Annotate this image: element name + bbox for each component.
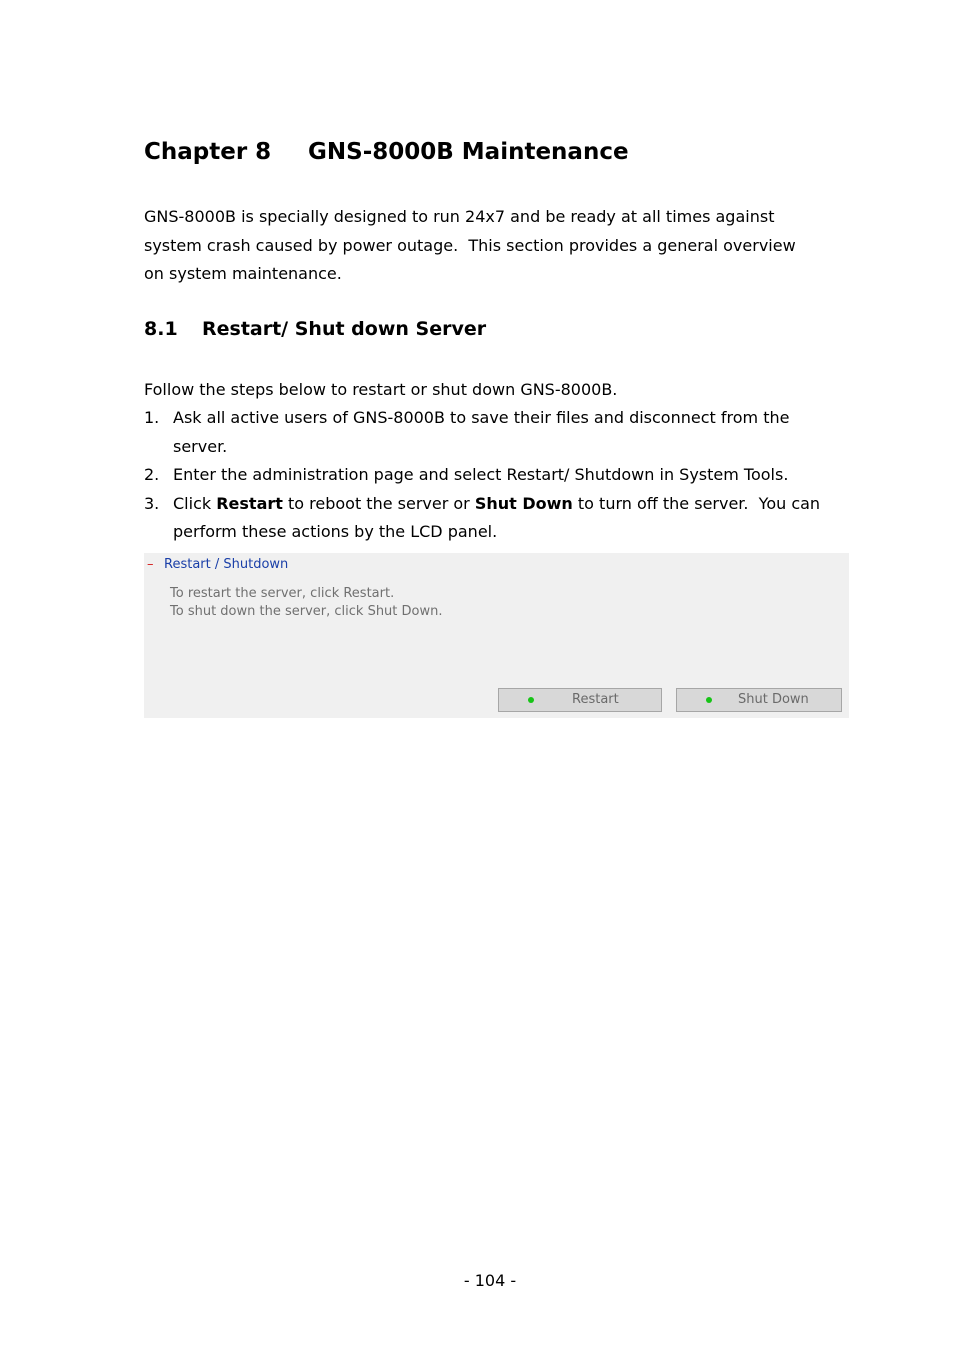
list-item <box>144 490 833 547</box>
step-marker: 2. <box>144 465 160 485</box>
step-bold-shutdown: Shut Down <box>474 493 573 513</box>
section-number: 8.1 <box>144 318 178 340</box>
restart-button-label: Restart <box>572 692 619 707</box>
status-dot-icon <box>706 697 712 703</box>
chapter-title <box>144 139 629 165</box>
collapse-icon[interactable]: – <box>147 557 154 572</box>
step-text: to turn off the server. You can perform these actions by the LCD panel. <box>173 493 821 542</box>
steps-list <box>144 404 833 547</box>
steps-intro: Follow the steps below to restart or shut down GNS-8000B. <box>144 380 618 399</box>
page-number: - 104 - <box>463 1271 517 1290</box>
intro-paragraph <box>144 203 796 289</box>
section-title <box>144 318 486 340</box>
step-marker: 1. <box>144 408 160 427</box>
restart-button[interactable] <box>498 688 662 712</box>
step-text: Ask all active users of GNS-8000B to save their files and disconnect from the server. <box>173 408 790 456</box>
panel-title: Restart / Shutdown <box>164 557 289 572</box>
panel-header <box>147 557 288 572</box>
shutdown-button[interactable] <box>676 688 842 712</box>
step-text: Click <box>173 493 217 513</box>
intro-line: system crash caused by power outage. This section provides a general overview <box>144 235 796 255</box>
section-name: Restart/ Shut down Server <box>202 318 487 340</box>
list-item <box>144 461 833 490</box>
panel-description <box>170 585 443 620</box>
step-marker: 3. <box>144 493 160 513</box>
step-text: Enter the administration page and select Restart/ Shutdown in System Tools. <box>173 465 789 485</box>
status-dot-icon <box>528 697 534 703</box>
intro-line: GNS-8000B is specially designed to run 24x7 and be ready at all times against <box>144 207 775 226</box>
chapter-name: GNS-8000B Maintenance <box>308 139 629 165</box>
list-item <box>144 404 833 461</box>
step-text: to reboot the server or <box>282 493 475 513</box>
restart-shutdown-panel <box>144 553 849 718</box>
step-bold-restart: Restart <box>216 493 283 513</box>
panel-line: To restart the server, click Restart. <box>170 586 395 601</box>
chapter-number: Chapter 8 <box>144 139 272 165</box>
shutdown-button-label: Shut Down <box>738 692 809 707</box>
panel-line: To shut down the server, click Shut Down. <box>170 603 443 619</box>
intro-line: on system maintenance. <box>144 264 342 284</box>
